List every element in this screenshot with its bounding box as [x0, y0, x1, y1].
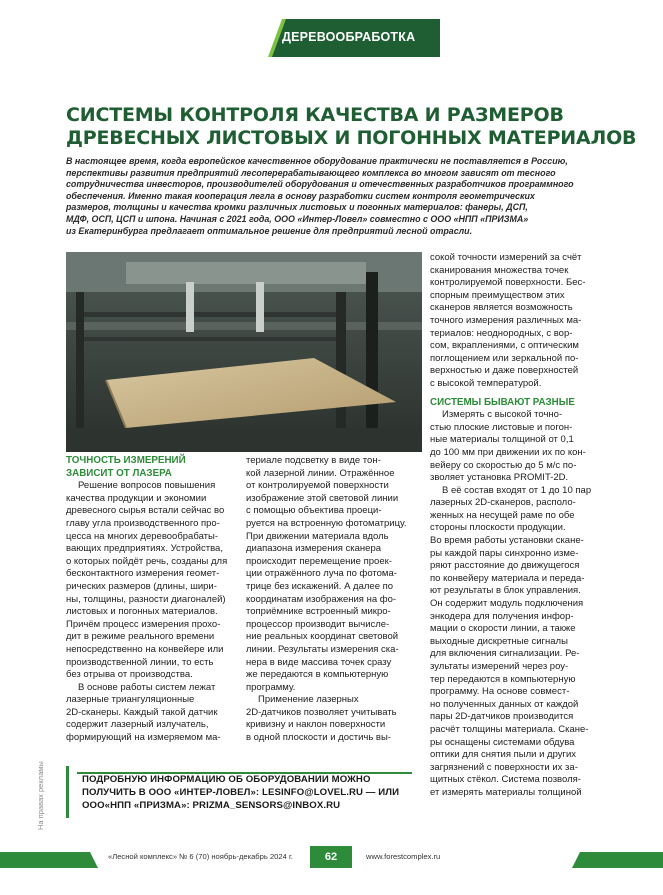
- text-line: без отрыва от производства.: [66, 669, 193, 681]
- text-line: дит в режиме реального времени: [66, 631, 215, 643]
- text-line: ры оснащены системами обдува: [430, 736, 575, 748]
- text-line: содержит лазерный излучатель,: [66, 719, 209, 731]
- text-line: Во время работы установки скане-: [430, 535, 584, 547]
- text-line: расчёт толщины материала. Скане-: [430, 723, 589, 735]
- text-line: линии. Результаты измерения ска-: [246, 643, 399, 655]
- text-line: изображение этой световой линии: [246, 492, 399, 504]
- text-line: энкодера для получения инфор-: [430, 610, 574, 622]
- text-line: по конвейеру материала и переда-: [430, 572, 585, 584]
- text-line: же передаются в компьютерную: [246, 669, 389, 681]
- text-line: ряют расстояние до движущегося: [430, 560, 580, 572]
- text-line: качества продукции и экономии: [66, 492, 207, 504]
- text-line: тер передаются в компьютерную: [430, 673, 576, 685]
- text-line: ют результаты в блок управления.: [430, 585, 581, 597]
- lead-line: из Екатеринбурга предлагает оптимальное решение для предприятий лесной отрасли.: [66, 225, 473, 236]
- info-line: ПОДРОБНУЮ ИНФОРМАЦИЮ ОБ ОБОРУДОВАНИИ МОЖНО: [82, 774, 371, 785]
- text-line: программу. На основе совмест-: [430, 686, 570, 698]
- text-line: происходит перемещение проек-: [246, 555, 392, 567]
- footer-journal-issue: «Лесной комплекс» № 6 (70) ноябрь-декабрь 2024 г.: [108, 852, 293, 861]
- text-line: При движении материала вдоль: [246, 530, 389, 542]
- column-2: [246, 455, 414, 745]
- text-line: главу угла производственного про-: [66, 517, 220, 529]
- text-line: для включения сигнализации. Ре-: [430, 648, 580, 660]
- footer-website-link[interactable]: www.forestcomplex.ru: [366, 852, 441, 861]
- text-line: бесконтактного измерения геомет-: [66, 568, 220, 580]
- text-line: ет измерять материалы толщиной: [430, 786, 582, 798]
- title-line: СИСТЕМЫ КОНТРОЛЯ КАЧЕСТВА И РАЗМЕРОВ: [66, 104, 564, 126]
- column-3: [430, 252, 600, 800]
- text-line: лазерные триангуляционные: [66, 694, 195, 706]
- text-line: пары 2D-датчиков производится: [430, 711, 574, 723]
- text-line: ции отражённого луча по фотома-: [246, 568, 397, 580]
- text-line: сканирования множества точек: [430, 264, 569, 276]
- text-line: В основе работы систем лежат: [78, 681, 216, 693]
- text-line: вающих предприятиях. Устройства,: [66, 543, 223, 555]
- text-line: с помощью объектива проеци-: [246, 505, 382, 517]
- text-line: Причём процесс измерения прохо-: [66, 618, 221, 630]
- text-line: нера в виде массива точек сразу: [246, 656, 392, 668]
- lead-line: обеспечения. Именно такая кооперация легла в основу разработки систем контроля геометрических: [66, 190, 535, 201]
- text-line: загрязнений с поверхности их за-: [430, 761, 578, 773]
- text-line: спорным преимуществом этих: [430, 289, 565, 301]
- lead-line: размеров, толщины и качества кромки различных листовых и погонных материалов: фанеры, ДСП,: [66, 202, 528, 213]
- text-line: сокой точности измерений за счёт: [430, 252, 582, 263]
- text-line: программу.: [246, 681, 296, 693]
- text-line: диапазона измерения сканера: [246, 543, 382, 555]
- text-line: зультаты измерений через роу-: [430, 661, 569, 672]
- text-line: ние реальных координат световой: [246, 631, 399, 643]
- text-line: листовых и погонных материалов.: [66, 606, 218, 618]
- text-line: 2D-датчиков позволяет учитывать: [246, 706, 397, 718]
- contact-info-box: [66, 766, 424, 818]
- text-line: оптики для снятия пыли и других: [430, 749, 577, 761]
- text-line: мации о скорости линии, а также: [430, 623, 576, 635]
- text-line: поглощением или зеркальной по-: [430, 352, 579, 364]
- text-line: лазерных 2D-сканеров, располо-: [430, 497, 576, 509]
- section-label: ДЕРЕВООБРАБОТКА: [282, 30, 416, 44]
- text-line: щитных стёкол. Система позволя-: [430, 774, 581, 786]
- text-line: В её состав входят от 1 до 10 пар: [442, 484, 592, 496]
- text-line: от контролируемой поверхности: [246, 480, 389, 492]
- page-number: 62: [310, 846, 352, 868]
- info-line[interactable]: ПОЛУЧИТЬ В ООО «ИНТЕР-ЛОВЕЛ»: LESINFO@LOVEL.RU — ИЛИ: [82, 786, 400, 798]
- lead-line: МДФ, ОСП, ЦСП и шпона. Начиная с 2021 года, ООО «Интер-Ловел» совместно с ООО «НПП «ПРИЗМА»: [66, 213, 529, 224]
- text-line: ны, толщины, разности диагоналей): [66, 593, 226, 605]
- subheading: ТОЧНОСТЬ ИЗМЕРЕНИЙ: [66, 455, 186, 466]
- text-line: трице без искажений. А далее по: [246, 580, 394, 592]
- text-line: топриёмнике встроенный микро-: [246, 606, 391, 618]
- article-title: [66, 104, 637, 150]
- title-line: ДРЕВЕСНЫХ ЛИСТОВЫХ И ПОГОННЫХ МАТЕРИАЛОВ: [66, 127, 637, 149]
- text-line: сканеров является возможность: [430, 302, 573, 314]
- text-line: стью плоские листовые и погон-: [430, 421, 573, 433]
- lead-line: В настоящее время, когда европейское качественное оборудование практически не поставляется в Россию,: [66, 156, 568, 166]
- text-line: выходные дискретные сигналы: [430, 635, 568, 647]
- lead-line: сотрудничества инвесторов, производителей оборудования и отечественных разработчиков программного: [66, 179, 574, 190]
- text-line: цесса на многих деревообрабаты-: [66, 530, 218, 542]
- text-line: кой лазерной линии. Отражённое: [246, 467, 395, 479]
- equipment-photo: [66, 252, 422, 452]
- subheading: СИСТЕМЫ БЫВАЮТ РАЗНЫЕ: [430, 396, 575, 408]
- contact-info-text: [82, 774, 399, 812]
- text-line: до 100 мм при движении их по кон-: [430, 446, 586, 458]
- text-line: контролируемой поверхности. Бес-: [430, 277, 586, 289]
- text-line: древесного сырья встали сейчас во: [66, 505, 225, 517]
- text-line: верхностью и даже поверхностей: [430, 365, 579, 377]
- column-1: [66, 455, 226, 745]
- text-line: 2D-сканеры. Каждый такой датчик: [66, 706, 218, 718]
- text-line: формирующий на измеряемом ма-: [66, 732, 221, 744]
- text-line: Измерять с высокой точно-: [442, 409, 563, 421]
- text-line: териалов: неоднородных, с вор-: [430, 327, 573, 339]
- text-line: руется на встроенную фотоматрицу.: [246, 517, 407, 529]
- text-line: ные материалы толщиной от 0,1: [430, 434, 574, 446]
- lead-paragraph: [66, 156, 600, 237]
- lead-line: перспективы развития предприятий лесоперерабатывающего комплекса во многом зависят от тесного: [66, 167, 556, 178]
- text-line: но полученных данных от каждой: [430, 698, 579, 710]
- text-line: Применение лазерных: [258, 694, 359, 706]
- text-line: зволяет установка PROMIT-2D.: [430, 472, 569, 484]
- text-line: производственной линии, то есть: [66, 656, 214, 668]
- text-line: стороны плоскости продукции.: [430, 522, 566, 534]
- text-line: ры каждой пары синхронно изме-: [430, 547, 579, 559]
- text-line: непосредственно на конвейере или: [66, 643, 224, 655]
- text-line: рических размеров (длины, шири-: [66, 580, 217, 592]
- text-line: в одной плоскости и достичь вы-: [246, 732, 391, 744]
- section-tab: [268, 19, 440, 57]
- text-line: кривизну и наклон поверхности: [246, 719, 386, 731]
- text-line: териале подсветку в виде тон-: [246, 455, 381, 466]
- subheading: ЗАВИСИТ ОТ ЛАЗЕРА: [66, 467, 172, 479]
- text-line: сом, вкраплениями, с оптическим: [430, 340, 579, 352]
- text-line: с высокой температурой.: [430, 377, 542, 389]
- info-line[interactable]: ООО«НПП «ПРИЗМА»: PRIZMA_SENSORS@INBOX.RU: [82, 799, 341, 811]
- text-line: координатам изображения на фо-: [246, 593, 397, 605]
- text-line: процессор производит вычисле-: [246, 618, 390, 630]
- text-line: вейеру со скоростью до 5 м/с по-: [430, 459, 577, 471]
- text-line: Он содержит модуль подключения: [430, 598, 584, 610]
- text-line: о которых пойдёт речь, созданы для: [66, 555, 228, 567]
- text-line: женных на несущей раме по обе: [430, 509, 575, 521]
- text-line: точного измерения различных ма-: [430, 314, 582, 326]
- text-line: Решение вопросов повышения: [78, 480, 216, 492]
- advertising-credit: На правах рекламы: [36, 761, 45, 830]
